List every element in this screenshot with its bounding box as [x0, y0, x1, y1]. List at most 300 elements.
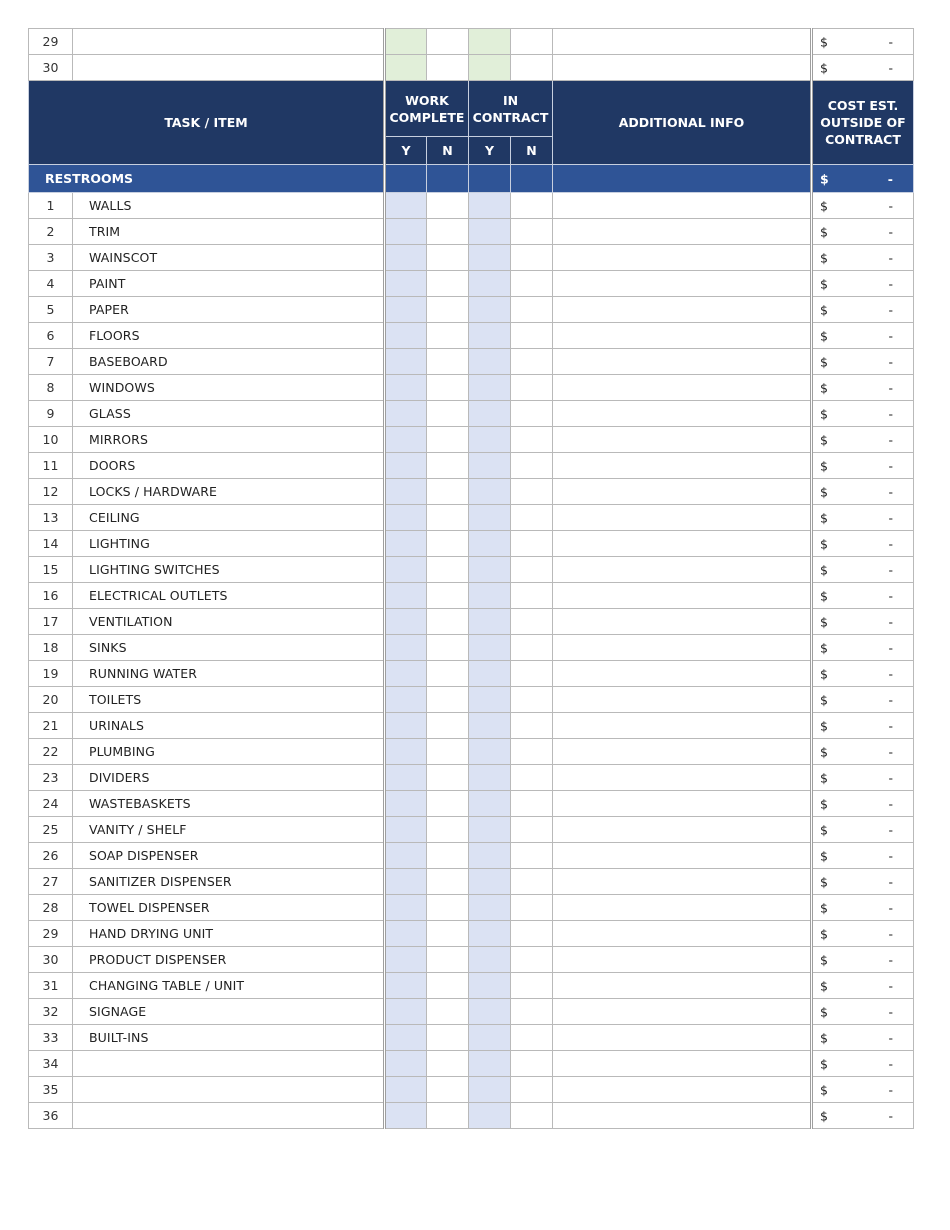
- task-item-cell[interactable]: DIVIDERS: [73, 765, 385, 791]
- work-complete-y-cell[interactable]: [385, 245, 427, 271]
- additional-info-cell[interactable]: [553, 817, 812, 843]
- cost-estimate-cell[interactable]: [812, 1103, 914, 1129]
- work-complete-y-cell[interactable]: [385, 973, 427, 999]
- additional-info-cell[interactable]: [553, 505, 812, 531]
- work-complete-n-cell[interactable]: [427, 349, 469, 375]
- in-contract-n-cell[interactable]: [511, 349, 553, 375]
- in-contract-n-cell[interactable]: [511, 29, 553, 55]
- in-contract-n-cell[interactable]: [511, 869, 553, 895]
- in-contract-n-cell[interactable]: [511, 505, 553, 531]
- in-contract-n-cell[interactable]: [511, 817, 553, 843]
- in-contract-n-cell[interactable]: [511, 635, 553, 661]
- work-complete-n-cell[interactable]: [427, 323, 469, 349]
- in-contract-n-cell[interactable]: [511, 55, 553, 81]
- currency-symbol: $: [820, 848, 828, 863]
- additional-info-cell[interactable]: [553, 427, 812, 453]
- in-contract-y-cell[interactable]: [469, 1025, 511, 1051]
- additional-info-cell[interactable]: [553, 531, 812, 557]
- currency-symbol: $: [820, 562, 828, 577]
- in-contract-y-cell[interactable]: [469, 895, 511, 921]
- task-item-cell[interactable]: MIRRORS: [73, 427, 385, 453]
- work-complete-n-cell[interactable]: [427, 219, 469, 245]
- in-contract-y-cell[interactable]: [469, 739, 511, 765]
- work-complete-y-cell[interactable]: [385, 323, 427, 349]
- work-complete-n-cell[interactable]: [427, 297, 469, 323]
- work-complete-n-cell[interactable]: [427, 765, 469, 791]
- in-contract-n-cell[interactable]: [511, 661, 553, 687]
- row-number: 28: [29, 895, 73, 921]
- task-item-cell[interactable]: CHANGING TABLE / UNIT: [73, 973, 385, 999]
- work-complete-y-cell[interactable]: [385, 479, 427, 505]
- work-complete-y-cell[interactable]: [385, 401, 427, 427]
- in-contract-y-cell[interactable]: [469, 869, 511, 895]
- in-contract-y-cell[interactable]: [469, 817, 511, 843]
- cost-value: -: [888, 1056, 893, 1071]
- in-contract-y-cell[interactable]: [469, 219, 511, 245]
- additional-info-cell[interactable]: [553, 999, 812, 1025]
- additional-info-cell[interactable]: [553, 375, 812, 401]
- cost-estimate-cell[interactable]: [812, 219, 914, 245]
- work-complete-y-cell[interactable]: [385, 453, 427, 479]
- work-complete-y-cell[interactable]: [385, 1025, 427, 1051]
- work-complete-y-cell[interactable]: [385, 947, 427, 973]
- table-row: [29, 401, 914, 427]
- work-complete-n-cell[interactable]: [427, 791, 469, 817]
- currency-symbol: $: [820, 900, 828, 915]
- currency-symbol: $: [820, 926, 828, 941]
- in-contract-n-cell[interactable]: [511, 245, 553, 271]
- cost-value: -: [888, 588, 893, 603]
- task-item-cell[interactable]: TOILETS: [73, 687, 385, 713]
- cost-estimate-cell[interactable]: [812, 505, 914, 531]
- in-contract-y-cell[interactable]: [469, 583, 511, 609]
- cost-estimate-cell[interactable]: [812, 557, 914, 583]
- cost-estimate-cell[interactable]: [812, 635, 914, 661]
- in-contract-n-cell[interactable]: [511, 401, 553, 427]
- work-complete-n-cell[interactable]: [427, 661, 469, 687]
- task-item-cell[interactable]: ELECTRICAL OUTLETS: [73, 583, 385, 609]
- work-complete-n-cell[interactable]: [427, 557, 469, 583]
- additional-info-cell[interactable]: [553, 193, 812, 219]
- work-complete-y-cell[interactable]: [385, 297, 427, 323]
- cost-estimate-cell[interactable]: [812, 895, 914, 921]
- work-complete-y-cell[interactable]: [385, 29, 427, 55]
- cost-estimate-cell[interactable]: [812, 687, 914, 713]
- work-complete-y-cell[interactable]: [385, 427, 427, 453]
- work-complete-y-cell[interactable]: [385, 557, 427, 583]
- additional-info-cell[interactable]: [553, 869, 812, 895]
- table-row: [29, 583, 914, 609]
- task-item-cell[interactable]: SIGNAGE: [73, 999, 385, 1025]
- work-complete-y-cell[interactable]: [385, 999, 427, 1025]
- work-complete-n-cell[interactable]: [427, 1025, 469, 1051]
- task-item-cell[interactable]: GLASS: [73, 401, 385, 427]
- cost-estimate-cell[interactable]: [812, 531, 914, 557]
- in-contract-y-cell[interactable]: [469, 531, 511, 557]
- task-item-cell[interactable]: WAINSCOT: [73, 245, 385, 271]
- in-contract-n-cell[interactable]: [511, 1077, 553, 1103]
- additional-info-cell[interactable]: [553, 271, 812, 297]
- additional-info-cell[interactable]: [553, 921, 812, 947]
- in-contract-n-cell[interactable]: [511, 921, 553, 947]
- cost-estimate-cell[interactable]: [812, 479, 914, 505]
- in-contract-n-cell[interactable]: [511, 895, 553, 921]
- work-complete-y-cell[interactable]: [385, 1051, 427, 1077]
- cost-estimate-cell[interactable]: [812, 947, 914, 973]
- task-item-cell[interactable]: TRIM: [73, 219, 385, 245]
- in-contract-n-cell[interactable]: [511, 1051, 553, 1077]
- additional-info-cell[interactable]: [553, 245, 812, 271]
- work-complete-y-cell[interactable]: [385, 869, 427, 895]
- row-number: 16: [29, 583, 73, 609]
- in-contract-n-cell[interactable]: [511, 557, 553, 583]
- cost-value: -: [888, 1082, 893, 1097]
- cost-estimate-cell[interactable]: [812, 271, 914, 297]
- additional-info-cell[interactable]: [553, 1025, 812, 1051]
- work-complete-n-cell[interactable]: [427, 843, 469, 869]
- work-complete-n-cell[interactable]: [427, 739, 469, 765]
- in-contract-n-cell[interactable]: [511, 297, 553, 323]
- work-complete-y-cell[interactable]: [385, 1103, 427, 1129]
- cost-estimate-cell[interactable]: [812, 1077, 914, 1103]
- work-complete-y-cell[interactable]: [385, 661, 427, 687]
- additional-info-cell[interactable]: [553, 791, 812, 817]
- additional-info-cell[interactable]: [553, 1103, 812, 1129]
- task-item-cell[interactable]: DOORS: [73, 453, 385, 479]
- work-complete-n-cell[interactable]: [427, 193, 469, 219]
- work-complete-y-cell[interactable]: [385, 713, 427, 739]
- cost-estimate-cell[interactable]: [812, 583, 914, 609]
- in-contract-n-cell[interactable]: [511, 739, 553, 765]
- section-cost: [812, 165, 914, 193]
- cost-estimate-cell[interactable]: [812, 921, 914, 947]
- cost-estimate-cell[interactable]: [812, 29, 914, 55]
- task-item-cell[interactable]: [73, 1103, 385, 1129]
- task-item-cell[interactable]: [73, 55, 385, 81]
- work-complete-y-cell[interactable]: [385, 921, 427, 947]
- table-row: [29, 531, 914, 557]
- in-contract-y-cell[interactable]: [469, 323, 511, 349]
- work-complete-y-cell[interactable]: [385, 375, 427, 401]
- work-complete-y-cell[interactable]: [385, 583, 427, 609]
- in-contract-n-cell[interactable]: [511, 193, 553, 219]
- task-item-cell[interactable]: [73, 1051, 385, 1077]
- in-contract-n-cell[interactable]: [511, 843, 553, 869]
- additional-info-cell[interactable]: [553, 29, 812, 55]
- cost-estimate-cell[interactable]: [812, 323, 914, 349]
- table-row: [29, 765, 914, 791]
- in-contract-y-cell[interactable]: [469, 843, 511, 869]
- work-complete-n-cell[interactable]: [427, 921, 469, 947]
- work-complete-y-cell[interactable]: [385, 635, 427, 661]
- cost-estimate-cell[interactable]: [812, 869, 914, 895]
- task-item-cell[interactable]: PAINT: [73, 271, 385, 297]
- work-complete-n-cell[interactable]: [427, 869, 469, 895]
- work-complete-n-cell[interactable]: [427, 635, 469, 661]
- additional-info-cell[interactable]: [553, 479, 812, 505]
- work-complete-n-cell[interactable]: [427, 583, 469, 609]
- additional-info-cell[interactable]: [553, 1077, 812, 1103]
- in-contract-n-cell[interactable]: [511, 583, 553, 609]
- row-number: 32: [29, 999, 73, 1025]
- table-header: [29, 81, 914, 193]
- in-contract-y-cell[interactable]: [469, 245, 511, 271]
- work-complete-y-cell[interactable]: [385, 687, 427, 713]
- cost-estimate-cell[interactable]: [812, 973, 914, 999]
- task-item-cell[interactable]: PLUMBING: [73, 739, 385, 765]
- work-complete-y-cell[interactable]: [385, 505, 427, 531]
- in-contract-n-cell[interactable]: [511, 375, 553, 401]
- additional-info-cell[interactable]: [553, 557, 812, 583]
- additional-info-cell[interactable]: [553, 895, 812, 921]
- in-contract-n-cell[interactable]: [511, 687, 553, 713]
- additional-info-cell[interactable]: [553, 1051, 812, 1077]
- in-contract-n-cell[interactable]: [511, 1103, 553, 1129]
- in-contract-y-cell[interactable]: [469, 271, 511, 297]
- in-contract-n-cell[interactable]: [511, 713, 553, 739]
- table-row: [29, 193, 914, 219]
- work-complete-y-cell[interactable]: [385, 843, 427, 869]
- cost-estimate-cell[interactable]: [812, 453, 914, 479]
- in-contract-y-cell[interactable]: [469, 791, 511, 817]
- work-complete-n-cell[interactable]: [427, 29, 469, 55]
- in-contract-y-cell[interactable]: [469, 557, 511, 583]
- task-item-cell[interactable]: HAND DRYING UNIT: [73, 921, 385, 947]
- in-contract-n-cell[interactable]: [511, 609, 553, 635]
- in-contract-n-cell[interactable]: [511, 947, 553, 973]
- in-contract-y-cell[interactable]: [469, 765, 511, 791]
- work-complete-n-cell[interactable]: [427, 427, 469, 453]
- work-complete-n-cell[interactable]: [427, 1077, 469, 1103]
- task-item-cell[interactable]: TOWEL DISPENSER: [73, 895, 385, 921]
- cost-estimate-cell[interactable]: [812, 609, 914, 635]
- currency-symbol: $: [820, 640, 828, 655]
- work-complete-n-cell[interactable]: [427, 245, 469, 271]
- in-contract-n-cell[interactable]: [511, 999, 553, 1025]
- task-item-cell[interactable]: LOCKS / HARDWARE: [73, 479, 385, 505]
- additional-info-cell[interactable]: [553, 661, 812, 687]
- in-contract-y-cell[interactable]: [469, 713, 511, 739]
- additional-info-cell[interactable]: [553, 713, 812, 739]
- task-item-cell[interactable]: URINALS: [73, 713, 385, 739]
- in-contract-n-cell[interactable]: [511, 531, 553, 557]
- cost-estimate-cell[interactable]: [812, 375, 914, 401]
- cost-estimate-cell[interactable]: [812, 1051, 914, 1077]
- task-item-cell[interactable]: FLOORS: [73, 323, 385, 349]
- in-contract-n-cell[interactable]: [511, 479, 553, 505]
- in-contract-y-cell[interactable]: [469, 427, 511, 453]
- work-complete-y-cell[interactable]: [385, 531, 427, 557]
- cost-value: -: [888, 406, 893, 421]
- in-contract-y-cell[interactable]: [469, 635, 511, 661]
- task-item-cell[interactable]: BASEBOARD: [73, 349, 385, 375]
- work-complete-n-cell[interactable]: [427, 973, 469, 999]
- task-item-cell[interactable]: BUILT-INS: [73, 1025, 385, 1051]
- cost-estimate-cell[interactable]: [812, 1025, 914, 1051]
- row-number: 27: [29, 869, 73, 895]
- work-complete-n-cell[interactable]: [427, 271, 469, 297]
- cost-estimate-cell[interactable]: [812, 427, 914, 453]
- in-contract-n-cell[interactable]: [511, 791, 553, 817]
- in-contract-n-cell[interactable]: [511, 765, 553, 791]
- work-complete-n-cell[interactable]: [427, 505, 469, 531]
- task-item-cell[interactable]: WASTEBASKETS: [73, 791, 385, 817]
- work-complete-n-cell[interactable]: [427, 453, 469, 479]
- cost-value: -: [888, 926, 893, 941]
- cost-estimate-cell[interactable]: [812, 245, 914, 271]
- in-contract-y-cell[interactable]: [469, 1103, 511, 1129]
- work-complete-y-cell[interactable]: [385, 349, 427, 375]
- section-cost-value: -: [887, 171, 893, 186]
- row-number: 3: [29, 245, 73, 271]
- section-label: RESTROOMS: [29, 165, 385, 193]
- task-item-cell[interactable]: LIGHTING SWITCHES: [73, 557, 385, 583]
- additional-info-cell[interactable]: [553, 687, 812, 713]
- table-row: [29, 713, 914, 739]
- cost-estimate-cell[interactable]: [812, 765, 914, 791]
- cost-estimate-cell[interactable]: [812, 817, 914, 843]
- work-complete-n-cell[interactable]: [427, 947, 469, 973]
- task-item-cell[interactable]: SINKS: [73, 635, 385, 661]
- work-complete-y-cell[interactable]: [385, 765, 427, 791]
- in-contract-y-cell[interactable]: [469, 1077, 511, 1103]
- task-item-cell[interactable]: VENTILATION: [73, 609, 385, 635]
- additional-info-cell[interactable]: [553, 349, 812, 375]
- work-complete-n-cell[interactable]: [427, 999, 469, 1025]
- in-contract-n-cell[interactable]: [511, 453, 553, 479]
- in-contract-n-cell[interactable]: [511, 1025, 553, 1051]
- cost-estimate-cell[interactable]: [812, 401, 914, 427]
- in-contract-y-cell[interactable]: [469, 297, 511, 323]
- in-contract-y-cell[interactable]: [469, 505, 511, 531]
- table-row: [29, 557, 914, 583]
- in-contract-y-cell[interactable]: [469, 947, 511, 973]
- additional-info-cell[interactable]: [553, 635, 812, 661]
- cost-estimate-cell[interactable]: [812, 713, 914, 739]
- in-contract-y-cell[interactable]: [469, 29, 511, 55]
- work-complete-y-cell[interactable]: [385, 817, 427, 843]
- currency-symbol: $: [820, 60, 828, 75]
- task-item-cell[interactable]: WALLS: [73, 193, 385, 219]
- work-complete-n-cell[interactable]: [427, 55, 469, 81]
- in-contract-y-cell[interactable]: [469, 1051, 511, 1077]
- table-row: [29, 219, 914, 245]
- additional-info-cell[interactable]: [553, 765, 812, 791]
- task-item-cell[interactable]: [73, 1077, 385, 1103]
- task-item-cell[interactable]: SOAP DISPENSER: [73, 843, 385, 869]
- in-contract-y-cell[interactable]: [469, 193, 511, 219]
- in-contract-n-cell[interactable]: [511, 219, 553, 245]
- additional-info-cell[interactable]: [553, 453, 812, 479]
- work-complete-n-cell[interactable]: [427, 609, 469, 635]
- currency-symbol: $: [820, 536, 828, 551]
- cost-estimate-cell[interactable]: [812, 739, 914, 765]
- cost-estimate-cell[interactable]: [812, 297, 914, 323]
- currency-symbol: $: [820, 1030, 828, 1045]
- task-item-cell[interactable]: [73, 29, 385, 55]
- in-contract-y-cell[interactable]: [469, 609, 511, 635]
- in-contract-y-cell[interactable]: [469, 687, 511, 713]
- cost-estimate-cell[interactable]: [812, 349, 914, 375]
- additional-info-cell[interactable]: [553, 739, 812, 765]
- in-contract-y-cell[interactable]: [469, 661, 511, 687]
- task-item-cell[interactable]: CEILING: [73, 505, 385, 531]
- in-contract-y-cell[interactable]: [469, 999, 511, 1025]
- additional-info-cell[interactable]: [553, 973, 812, 999]
- work-complete-n-cell[interactable]: [427, 1103, 469, 1129]
- additional-info-cell[interactable]: [553, 323, 812, 349]
- additional-info-cell[interactable]: [553, 843, 812, 869]
- work-complete-y-cell[interactable]: [385, 739, 427, 765]
- in-contract-y-cell[interactable]: [469, 401, 511, 427]
- cost-estimate-cell[interactable]: [812, 55, 914, 81]
- task-item-cell[interactable]: PAPER: [73, 297, 385, 323]
- work-complete-n-cell[interactable]: [427, 687, 469, 713]
- cost-value: -: [888, 1108, 893, 1123]
- work-complete-n-cell[interactable]: [427, 895, 469, 921]
- in-contract-y-cell[interactable]: [469, 479, 511, 505]
- in-contract-n-cell[interactable]: [511, 271, 553, 297]
- work-complete-n-cell[interactable]: [427, 817, 469, 843]
- in-contract-y-cell[interactable]: [469, 453, 511, 479]
- additional-info-cell[interactable]: [553, 947, 812, 973]
- work-complete-y-cell[interactable]: [385, 219, 427, 245]
- work-complete-n-cell[interactable]: [427, 479, 469, 505]
- task-item-cell[interactable]: LIGHTING: [73, 531, 385, 557]
- additional-info-cell[interactable]: [553, 401, 812, 427]
- in-contract-y-cell[interactable]: [469, 921, 511, 947]
- work-complete-n-cell[interactable]: [427, 1051, 469, 1077]
- additional-info-cell[interactable]: [553, 55, 812, 81]
- work-complete-y-cell[interactable]: [385, 895, 427, 921]
- work-complete-y-cell[interactable]: [385, 271, 427, 297]
- task-item-cell[interactable]: PRODUCT DISPENSER: [73, 947, 385, 973]
- in-contract-y-cell[interactable]: [469, 55, 511, 81]
- cost-value: -: [888, 328, 893, 343]
- row-number: 22: [29, 739, 73, 765]
- work-complete-y-cell[interactable]: [385, 193, 427, 219]
- task-item-cell[interactable]: RUNNING WATER: [73, 661, 385, 687]
- cost-estimate-cell[interactable]: [812, 193, 914, 219]
- work-complete-n-cell[interactable]: [427, 713, 469, 739]
- work-complete-n-cell[interactable]: [427, 375, 469, 401]
- additional-info-cell[interactable]: [553, 583, 812, 609]
- cost-estimate-cell[interactable]: [812, 843, 914, 869]
- in-contract-n-cell[interactable]: [511, 323, 553, 349]
- task-item-cell[interactable]: SANITIZER DISPENSER: [73, 869, 385, 895]
- additional-info-cell[interactable]: [553, 219, 812, 245]
- additional-info-cell[interactable]: [553, 297, 812, 323]
- task-item-cell[interactable]: WINDOWS: [73, 375, 385, 401]
- additional-info-cell[interactable]: [553, 609, 812, 635]
- in-contract-n-cell[interactable]: [511, 973, 553, 999]
- in-contract-y-cell[interactable]: [469, 973, 511, 999]
- work-complete-y-cell[interactable]: [385, 791, 427, 817]
- work-complete-n-cell[interactable]: [427, 401, 469, 427]
- work-complete-y-cell[interactable]: [385, 609, 427, 635]
- cost-estimate-cell[interactable]: [812, 661, 914, 687]
- in-contract-n-cell[interactable]: [511, 427, 553, 453]
- cost-estimate-cell[interactable]: [812, 791, 914, 817]
- work-complete-y-cell[interactable]: [385, 55, 427, 81]
- in-contract-y-cell[interactable]: [469, 375, 511, 401]
- task-item-cell[interactable]: VANITY / SHELF: [73, 817, 385, 843]
- work-complete-n-cell[interactable]: [427, 531, 469, 557]
- cost-estimate-cell[interactable]: [812, 999, 914, 1025]
- table-row: [29, 453, 914, 479]
- work-complete-y-cell[interactable]: [385, 1077, 427, 1103]
- in-contract-y-cell[interactable]: [469, 349, 511, 375]
